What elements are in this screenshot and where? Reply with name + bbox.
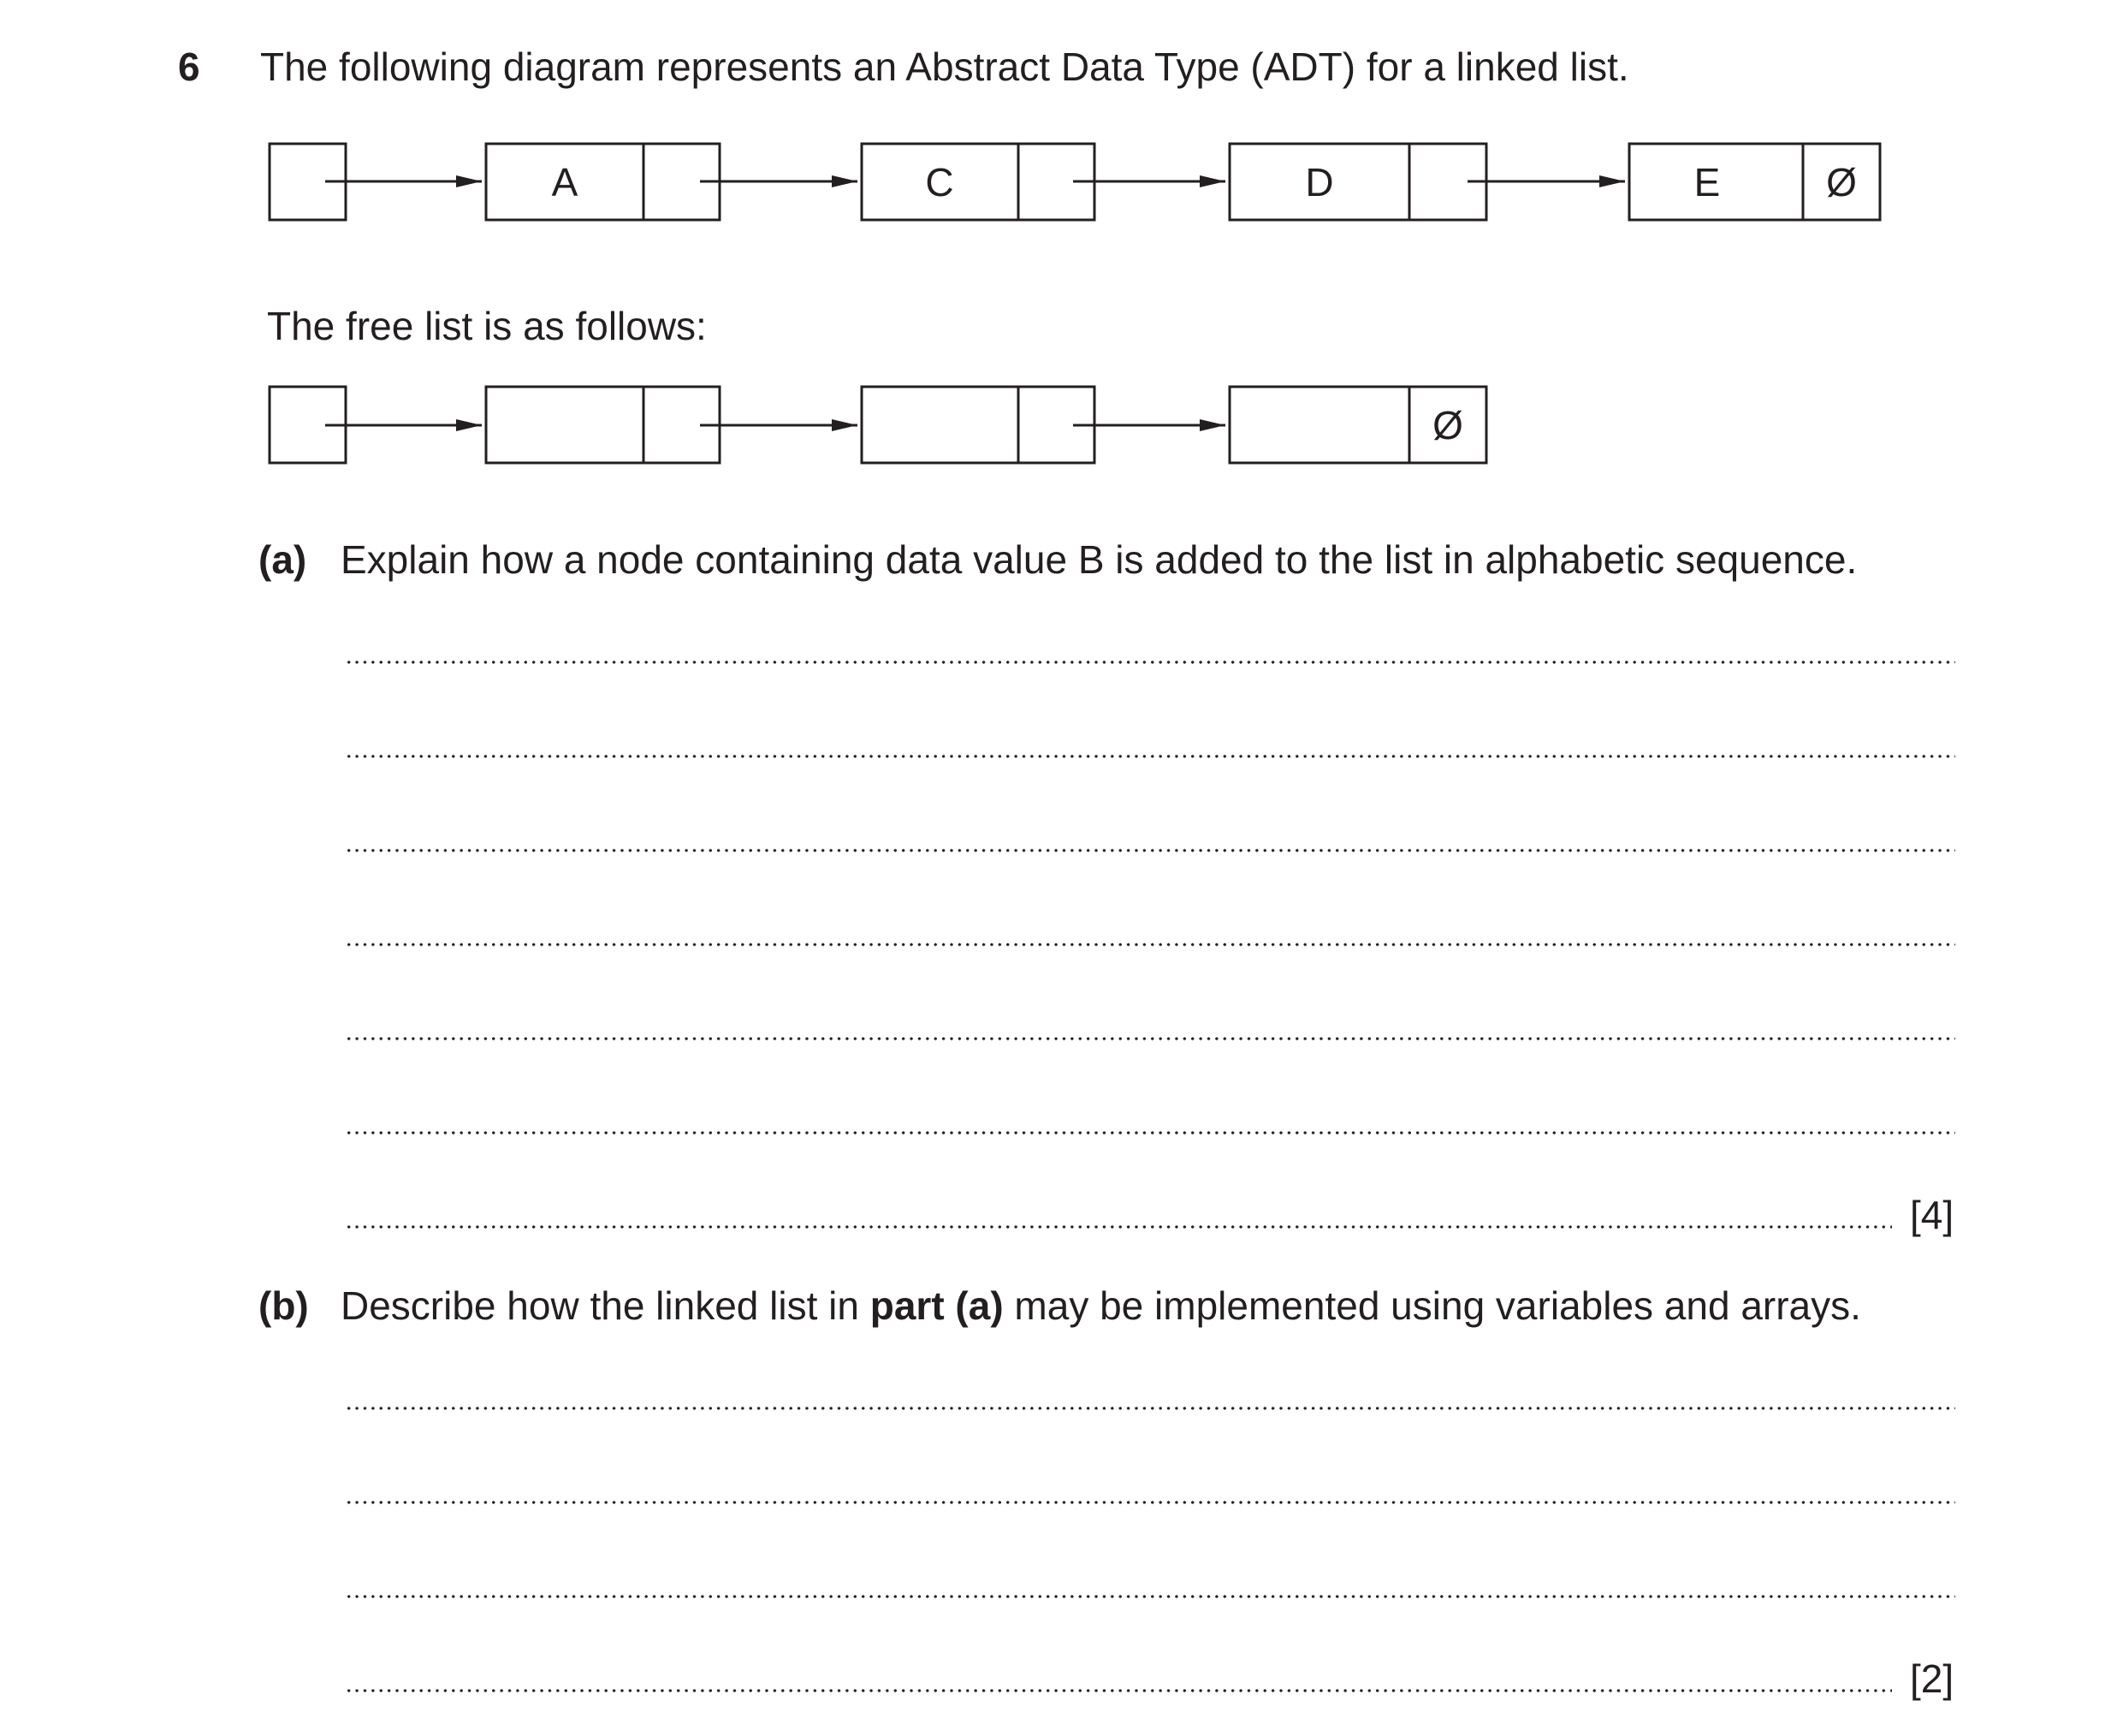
answer-line[interactable] — [345, 1594, 1955, 1599]
answer-line[interactable] — [345, 1688, 1892, 1693]
free-list-node — [862, 387, 1094, 463]
answer-line[interactable] — [345, 1500, 1955, 1505]
list-node — [1230, 144, 1486, 220]
answer-line[interactable] — [345, 1130, 1955, 1135]
answer-line[interactable] — [345, 1406, 1955, 1411]
answer-line[interactable] — [345, 754, 1955, 759]
question-stem: The following diagram represents an Abstract Data Type (ADT) for a linked list. — [260, 44, 1629, 89]
answer-line[interactable] — [345, 848, 1955, 853]
linked-list-diagram — [270, 144, 1880, 220]
answer-line[interactable] — [345, 1036, 1955, 1041]
free-list-node — [486, 387, 720, 463]
part-a-question: Explain how a node containing data value B is added to the list in alphabetic sequence. — [341, 537, 1858, 582]
null-pointer-symbol: Ø — [1432, 403, 1463, 447]
answer-line[interactable] — [345, 942, 1955, 947]
part-b-text-before: Describe how the linked list in — [341, 1283, 870, 1328]
part-a-marks: [4] — [1910, 1193, 1954, 1237]
node-data-label: D — [1305, 160, 1334, 204]
part-b-text-after: may be implemented using variables and arrays. — [1003, 1283, 1861, 1328]
node-data-label: E — [1693, 160, 1721, 204]
null-pointer-symbol: Ø — [1826, 160, 1857, 204]
free-list-diagram — [270, 387, 1486, 463]
list-node — [486, 144, 720, 220]
part-b-question — [341, 1283, 1861, 1328]
answer-line[interactable] — [345, 1224, 1892, 1229]
part-b-text-bold: part (a) — [869, 1283, 1004, 1328]
free-list-caption: The free list is as follows: — [267, 304, 707, 348]
question-number: 6 — [178, 44, 200, 89]
part-a-label: (a) — [258, 537, 307, 582]
part-b-marks: [2] — [1910, 1656, 1954, 1701]
node-data-label: A — [551, 160, 578, 204]
list-node — [862, 144, 1094, 220]
node-data-label: C — [925, 160, 954, 204]
answer-line[interactable] — [345, 660, 1955, 665]
part-b-label: (b) — [258, 1283, 309, 1328]
free-list-labels — [1432, 403, 1463, 447]
